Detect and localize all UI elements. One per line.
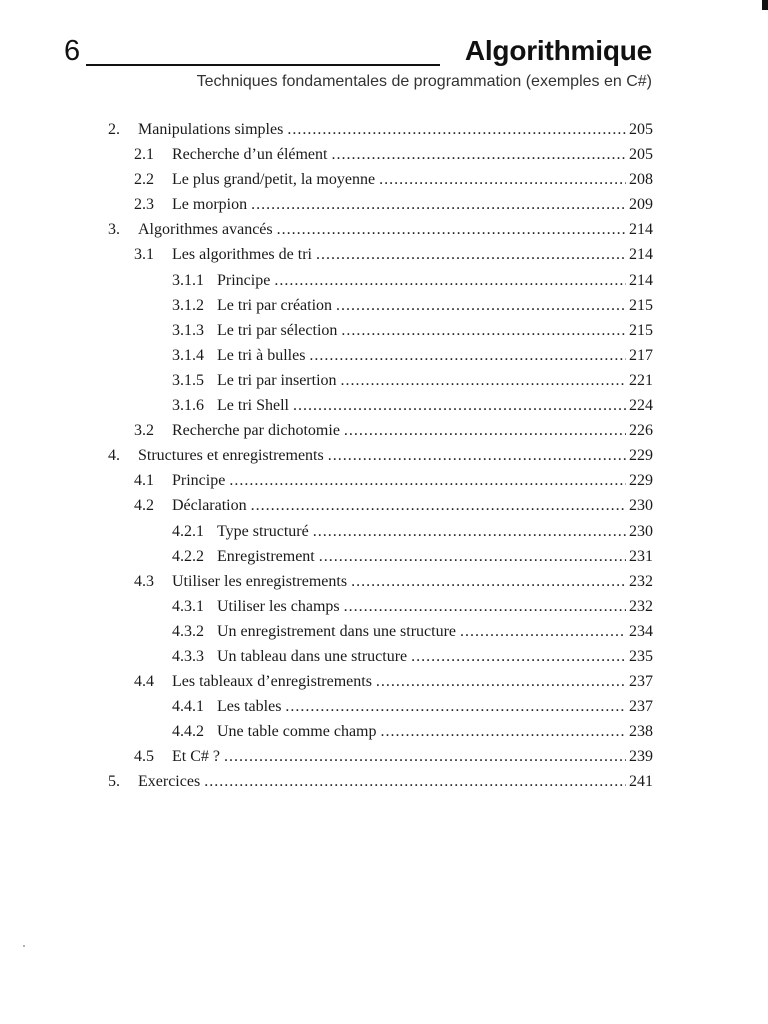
toc-dot-leader [376, 669, 626, 694]
scan-corner-mark [762, 0, 768, 10]
toc-entry-label: Algorithmes avancés [138, 221, 273, 239]
toc-entry-label: Un enregistrement dans une structure [217, 622, 457, 640]
toc-dot-leader [328, 443, 626, 468]
toc-dot-leader [287, 117, 626, 142]
toc-dot-leader [316, 242, 626, 267]
toc-entry-label: Et C# ? [172, 748, 220, 766]
toc-entry-page: 235 [629, 647, 653, 665]
toc-entry-number: 4. [108, 447, 120, 465]
toc-dot-leader [293, 393, 626, 418]
toc-entry [108, 418, 653, 443]
toc-entry [108, 493, 653, 518]
toc-entry-number: 4.2 [134, 497, 154, 515]
toc-entry-label: Le plus grand/petit, la moyenne [172, 171, 376, 189]
toc-entry-number: 2.2 [134, 171, 154, 189]
toc-entry [108, 719, 653, 744]
toc-entry [108, 217, 653, 242]
toc-entry-number: 4.4.2 [172, 723, 204, 741]
toc-entry-page: 214 [629, 246, 653, 264]
toc-entry-page: 232 [629, 572, 653, 590]
toc-entry-number: 3.1 [134, 246, 154, 264]
toc-entry-number: 4.3.2 [172, 622, 204, 640]
toc-entry-page: 230 [629, 497, 653, 515]
toc-entry-number: 4.3 [134, 572, 154, 590]
toc-entry [108, 167, 653, 192]
toc-entry-page: 234 [629, 622, 653, 640]
toc-entry-label: Une table comme champ [217, 723, 377, 741]
toc-entry-number: 4.1 [134, 472, 154, 490]
toc-dot-leader [344, 594, 626, 619]
toc-entry-number: 3.1.3 [172, 321, 204, 339]
toc-entry-page: 231 [629, 547, 653, 565]
toc-entry-label: Utiliser les champs [217, 597, 340, 615]
toc-entry-page: 205 [629, 121, 653, 138]
scan-speck [23, 945, 25, 947]
toc-entry [108, 142, 653, 167]
header-rule [86, 64, 440, 66]
toc-entry-page: 237 [629, 698, 653, 716]
toc-entry [108, 318, 653, 343]
toc-entry [108, 619, 653, 644]
toc-entry-label: Les tables [217, 698, 282, 716]
toc-dot-leader [251, 192, 626, 217]
toc-entry-page: 217 [629, 346, 653, 364]
toc-entry [108, 268, 653, 293]
toc-entry-number: 4.4 [134, 673, 154, 691]
toc-dot-leader [251, 493, 626, 518]
toc-dot-leader [351, 569, 626, 594]
toc-dot-leader [381, 719, 627, 744]
toc-entry-label: Recherche par dichotomie [172, 422, 340, 440]
toc-entry-number: 3.2 [134, 422, 154, 440]
toc-entry [108, 393, 653, 418]
toc-entry-number: 5. [108, 773, 120, 791]
page-number: 6 [64, 35, 81, 67]
toc-entry-page: 215 [629, 321, 653, 339]
toc-entry-label: Le tri par création [217, 296, 333, 314]
toc-entry [108, 192, 653, 217]
toc-entry-page: 230 [629, 522, 653, 540]
toc-entry-number: 4.2.1 [172, 522, 204, 540]
toc-entry-label: Type structuré [217, 522, 309, 540]
toc-entry-label: Structures et enregistrements [138, 447, 324, 465]
toc-entry-number: 2. [108, 121, 120, 138]
toc-entry-label: Enregistrement [217, 547, 315, 565]
toc-entry-page: 209 [629, 196, 653, 214]
toc-entry-label: Le tri à bulles [217, 346, 306, 364]
table-of-contents [108, 117, 653, 795]
toc-entry-number: 4.3.1 [172, 597, 204, 615]
toc-dot-leader [379, 167, 626, 192]
toc-dot-leader [204, 769, 626, 794]
toc-entry-page: 205 [629, 146, 653, 164]
toc-entry [108, 468, 653, 493]
toc-entry-label: Le morpion [172, 196, 248, 214]
toc-entry-label: Manipulations simples [138, 121, 284, 138]
toc-entry-page: 241 [629, 773, 653, 791]
toc-entry-page: 229 [629, 447, 653, 465]
toc-entry [108, 644, 653, 669]
toc-entry-label: Le tri par insertion [217, 371, 337, 389]
toc-dot-leader [319, 544, 626, 569]
toc-entry-label: Exercices [138, 773, 201, 791]
toc-entry-label: Le tri Shell [217, 397, 289, 415]
toc-entry-page: 215 [629, 296, 653, 314]
toc-entry-number: 3.1.6 [172, 397, 204, 415]
toc-dot-leader [277, 217, 626, 242]
toc-entry-page: 237 [629, 673, 653, 691]
toc-entry-page: 214 [629, 271, 653, 289]
toc-entry-number: 2.1 [134, 146, 154, 164]
book-subtitle: Techniques fondamentales de programmation (exemples en C#) [196, 73, 652, 90]
toc-dot-leader [344, 418, 626, 443]
toc-dot-leader [285, 694, 626, 719]
toc-entry-label: Principe [172, 472, 226, 490]
toc-entry-label: Recherche d’un élément [172, 146, 328, 164]
toc-entry-number: 4.2.2 [172, 547, 204, 565]
toc-entry [108, 519, 653, 544]
toc-entry [108, 293, 653, 318]
toc-entry [108, 117, 653, 142]
toc-entry-number: 4.4.1 [172, 698, 204, 716]
toc-entry [108, 694, 653, 719]
toc-entry [108, 242, 653, 267]
page-header [64, 34, 652, 74]
toc-entry-number: 3.1.4 [172, 346, 204, 364]
toc-entry-label: Les tableaux d’enregistrements [172, 673, 372, 691]
toc-entry-number: 4.3.3 [172, 647, 204, 665]
toc-entry [108, 343, 653, 368]
toc-entry-number: 4.5 [134, 748, 154, 766]
toc-entry [108, 594, 653, 619]
toc-entry [108, 669, 653, 694]
toc-entry [108, 544, 653, 569]
toc-dot-leader [313, 519, 626, 544]
toc-dot-leader [331, 142, 626, 167]
toc-entry-page: 232 [629, 597, 653, 615]
toc-entry-page: 226 [629, 422, 653, 440]
toc-entry-page: 224 [629, 397, 653, 415]
toc-entry [108, 368, 653, 393]
toc-entry-label: Utiliser les enregistrements [172, 572, 348, 590]
toc-entry-label: Déclaration [172, 497, 247, 515]
toc-entry [108, 569, 653, 594]
toc-dot-leader [411, 644, 626, 669]
toc-entry-page: 239 [629, 748, 653, 766]
toc-dot-leader [336, 293, 626, 318]
toc-entry-number: 3.1.5 [172, 371, 204, 389]
toc-entry-label: Principe [217, 271, 271, 289]
toc-entry-label: Les algorithmes de tri [172, 246, 312, 264]
toc-entry-number: 2.3 [134, 196, 154, 214]
toc-dot-leader [460, 619, 626, 644]
toc-entry-page: 238 [629, 723, 653, 741]
toc-entry-number: 3.1.1 [172, 271, 204, 289]
toc-entry-page: 208 [629, 171, 653, 189]
toc-entry-page: 214 [629, 221, 653, 239]
toc-dot-leader [274, 268, 626, 293]
toc-entry-page: 221 [629, 371, 653, 389]
toc-dot-leader [341, 318, 626, 343]
toc-entry-label: Un tableau dans une structure [217, 647, 408, 665]
toc-dot-leader [229, 468, 626, 493]
toc-entry [108, 769, 653, 794]
toc-entry [108, 744, 653, 769]
toc-entry-page: 229 [629, 472, 653, 490]
toc-entry-number: 3.1.2 [172, 296, 204, 314]
toc-dot-leader [309, 343, 626, 368]
toc-entry [108, 443, 653, 468]
book-title: Algorithmique [464, 35, 652, 66]
toc-entry-label: Le tri par sélection [217, 321, 338, 339]
toc-dot-leader [341, 368, 626, 393]
toc-entry-number: 3. [108, 221, 120, 239]
toc-dot-leader [224, 744, 626, 769]
